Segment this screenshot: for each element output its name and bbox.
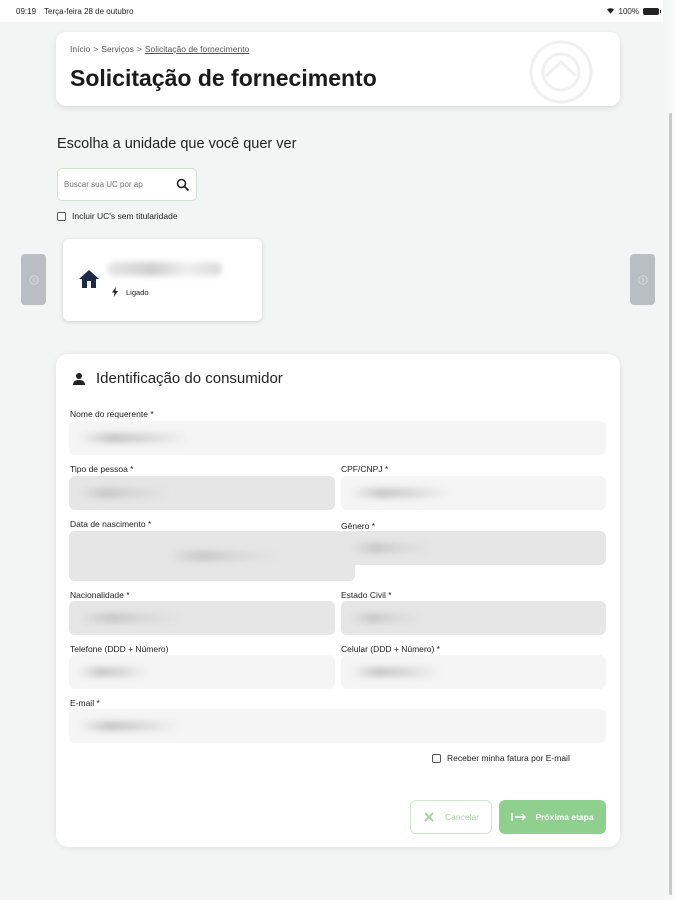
search-icon[interactable] bbox=[176, 178, 190, 192]
nome-field[interactable] bbox=[69, 421, 606, 455]
cancel-label: Cancelar bbox=[444, 812, 480, 822]
breadcrumb-services[interactable]: Serviços bbox=[101, 44, 134, 54]
telefone-field[interactable] bbox=[69, 655, 335, 689]
unit-section-title: Escolha a unidade que você quer ver bbox=[57, 136, 297, 152]
consumer-form-card bbox=[56, 354, 620, 847]
header-card bbox=[56, 32, 620, 106]
close-icon bbox=[423, 811, 435, 823]
nacionalidade-label: Nacionalidade * bbox=[70, 590, 130, 600]
cpf-label: CPF/CNPJ * bbox=[341, 464, 389, 474]
unit-card[interactable] bbox=[63, 239, 262, 321]
unit-address-blurred bbox=[107, 262, 222, 276]
include-uc-label: Incluir UC's sem titularidade bbox=[72, 211, 178, 221]
form-title: Identificação do consumidor bbox=[96, 370, 283, 387]
status-time: 09:19 bbox=[16, 6, 37, 16]
scrollbar[interactable] bbox=[669, 113, 672, 895]
email-field[interactable] bbox=[69, 709, 606, 743]
email-invoice-checkbox[interactable] bbox=[432, 754, 441, 763]
cancel-button[interactable] bbox=[410, 800, 492, 834]
form-header bbox=[72, 370, 283, 387]
estado-civil-select[interactable] bbox=[341, 601, 606, 635]
chevron-right-icon bbox=[638, 275, 648, 285]
person-icon bbox=[72, 372, 86, 386]
breadcrumb-separator: > bbox=[93, 44, 99, 54]
breadcrumb bbox=[70, 44, 249, 54]
battery-icon bbox=[643, 8, 659, 15]
celular-field[interactable] bbox=[341, 655, 606, 689]
breadcrumb-home[interactable]: Início bbox=[70, 44, 91, 54]
cpf-field[interactable] bbox=[341, 476, 606, 510]
uc-search-box[interactable] bbox=[57, 168, 197, 201]
genero-label: Gênero * bbox=[341, 521, 376, 531]
home-icon bbox=[78, 268, 100, 290]
email-label: E-mail * bbox=[70, 698, 100, 708]
carousel-prev-button[interactable] bbox=[21, 254, 46, 305]
genero-select[interactable] bbox=[341, 531, 606, 565]
wifi-icon bbox=[606, 7, 615, 16]
nacionalidade-select[interactable] bbox=[69, 601, 335, 635]
bolt-icon bbox=[111, 287, 119, 297]
estado-civil-label: Estado Civil * bbox=[341, 590, 392, 600]
decorative-logo-icon bbox=[516, 38, 606, 104]
tipo-pessoa-select[interactable] bbox=[69, 476, 335, 510]
breadcrumb-separator: > bbox=[136, 44, 142, 54]
unit-status-label: Ligado bbox=[126, 287, 149, 297]
status-date: Terça-feira 28 de outubro bbox=[44, 6, 134, 16]
page-title: Solicitação de fornecimento bbox=[70, 65, 377, 91]
breadcrumb-current[interactable]: Solicitação de fornecimento bbox=[144, 44, 250, 54]
unit-status bbox=[111, 287, 149, 297]
next-step-button[interactable] bbox=[499, 800, 606, 834]
email-invoice-option[interactable] bbox=[432, 753, 570, 763]
telefone-label: Telefone (DDD + Número) bbox=[70, 644, 169, 654]
tipo-pessoa-label: Tipo de pessoa * bbox=[70, 464, 134, 474]
arrow-right-to-bar-icon bbox=[511, 812, 527, 822]
chevron-left-icon bbox=[29, 275, 39, 285]
nome-label: Nome do requerente * bbox=[70, 409, 154, 419]
include-uc-option[interactable] bbox=[57, 211, 178, 221]
battery-percent: 100% bbox=[618, 6, 639, 16]
nascimento-field[interactable] bbox=[69, 531, 355, 581]
next-step-label: Próxima etapa bbox=[535, 812, 594, 822]
celular-label: Celular (DDD + Número) * bbox=[341, 644, 440, 654]
carousel-next-button[interactable] bbox=[630, 254, 655, 305]
status-bar bbox=[0, 0, 675, 22]
uc-search-input[interactable] bbox=[64, 180, 170, 189]
nascimento-label: Data de nascimento * bbox=[70, 519, 152, 529]
email-invoice-label: Receber minha fatura por E-mail bbox=[447, 753, 570, 763]
include-uc-checkbox[interactable] bbox=[57, 212, 66, 221]
